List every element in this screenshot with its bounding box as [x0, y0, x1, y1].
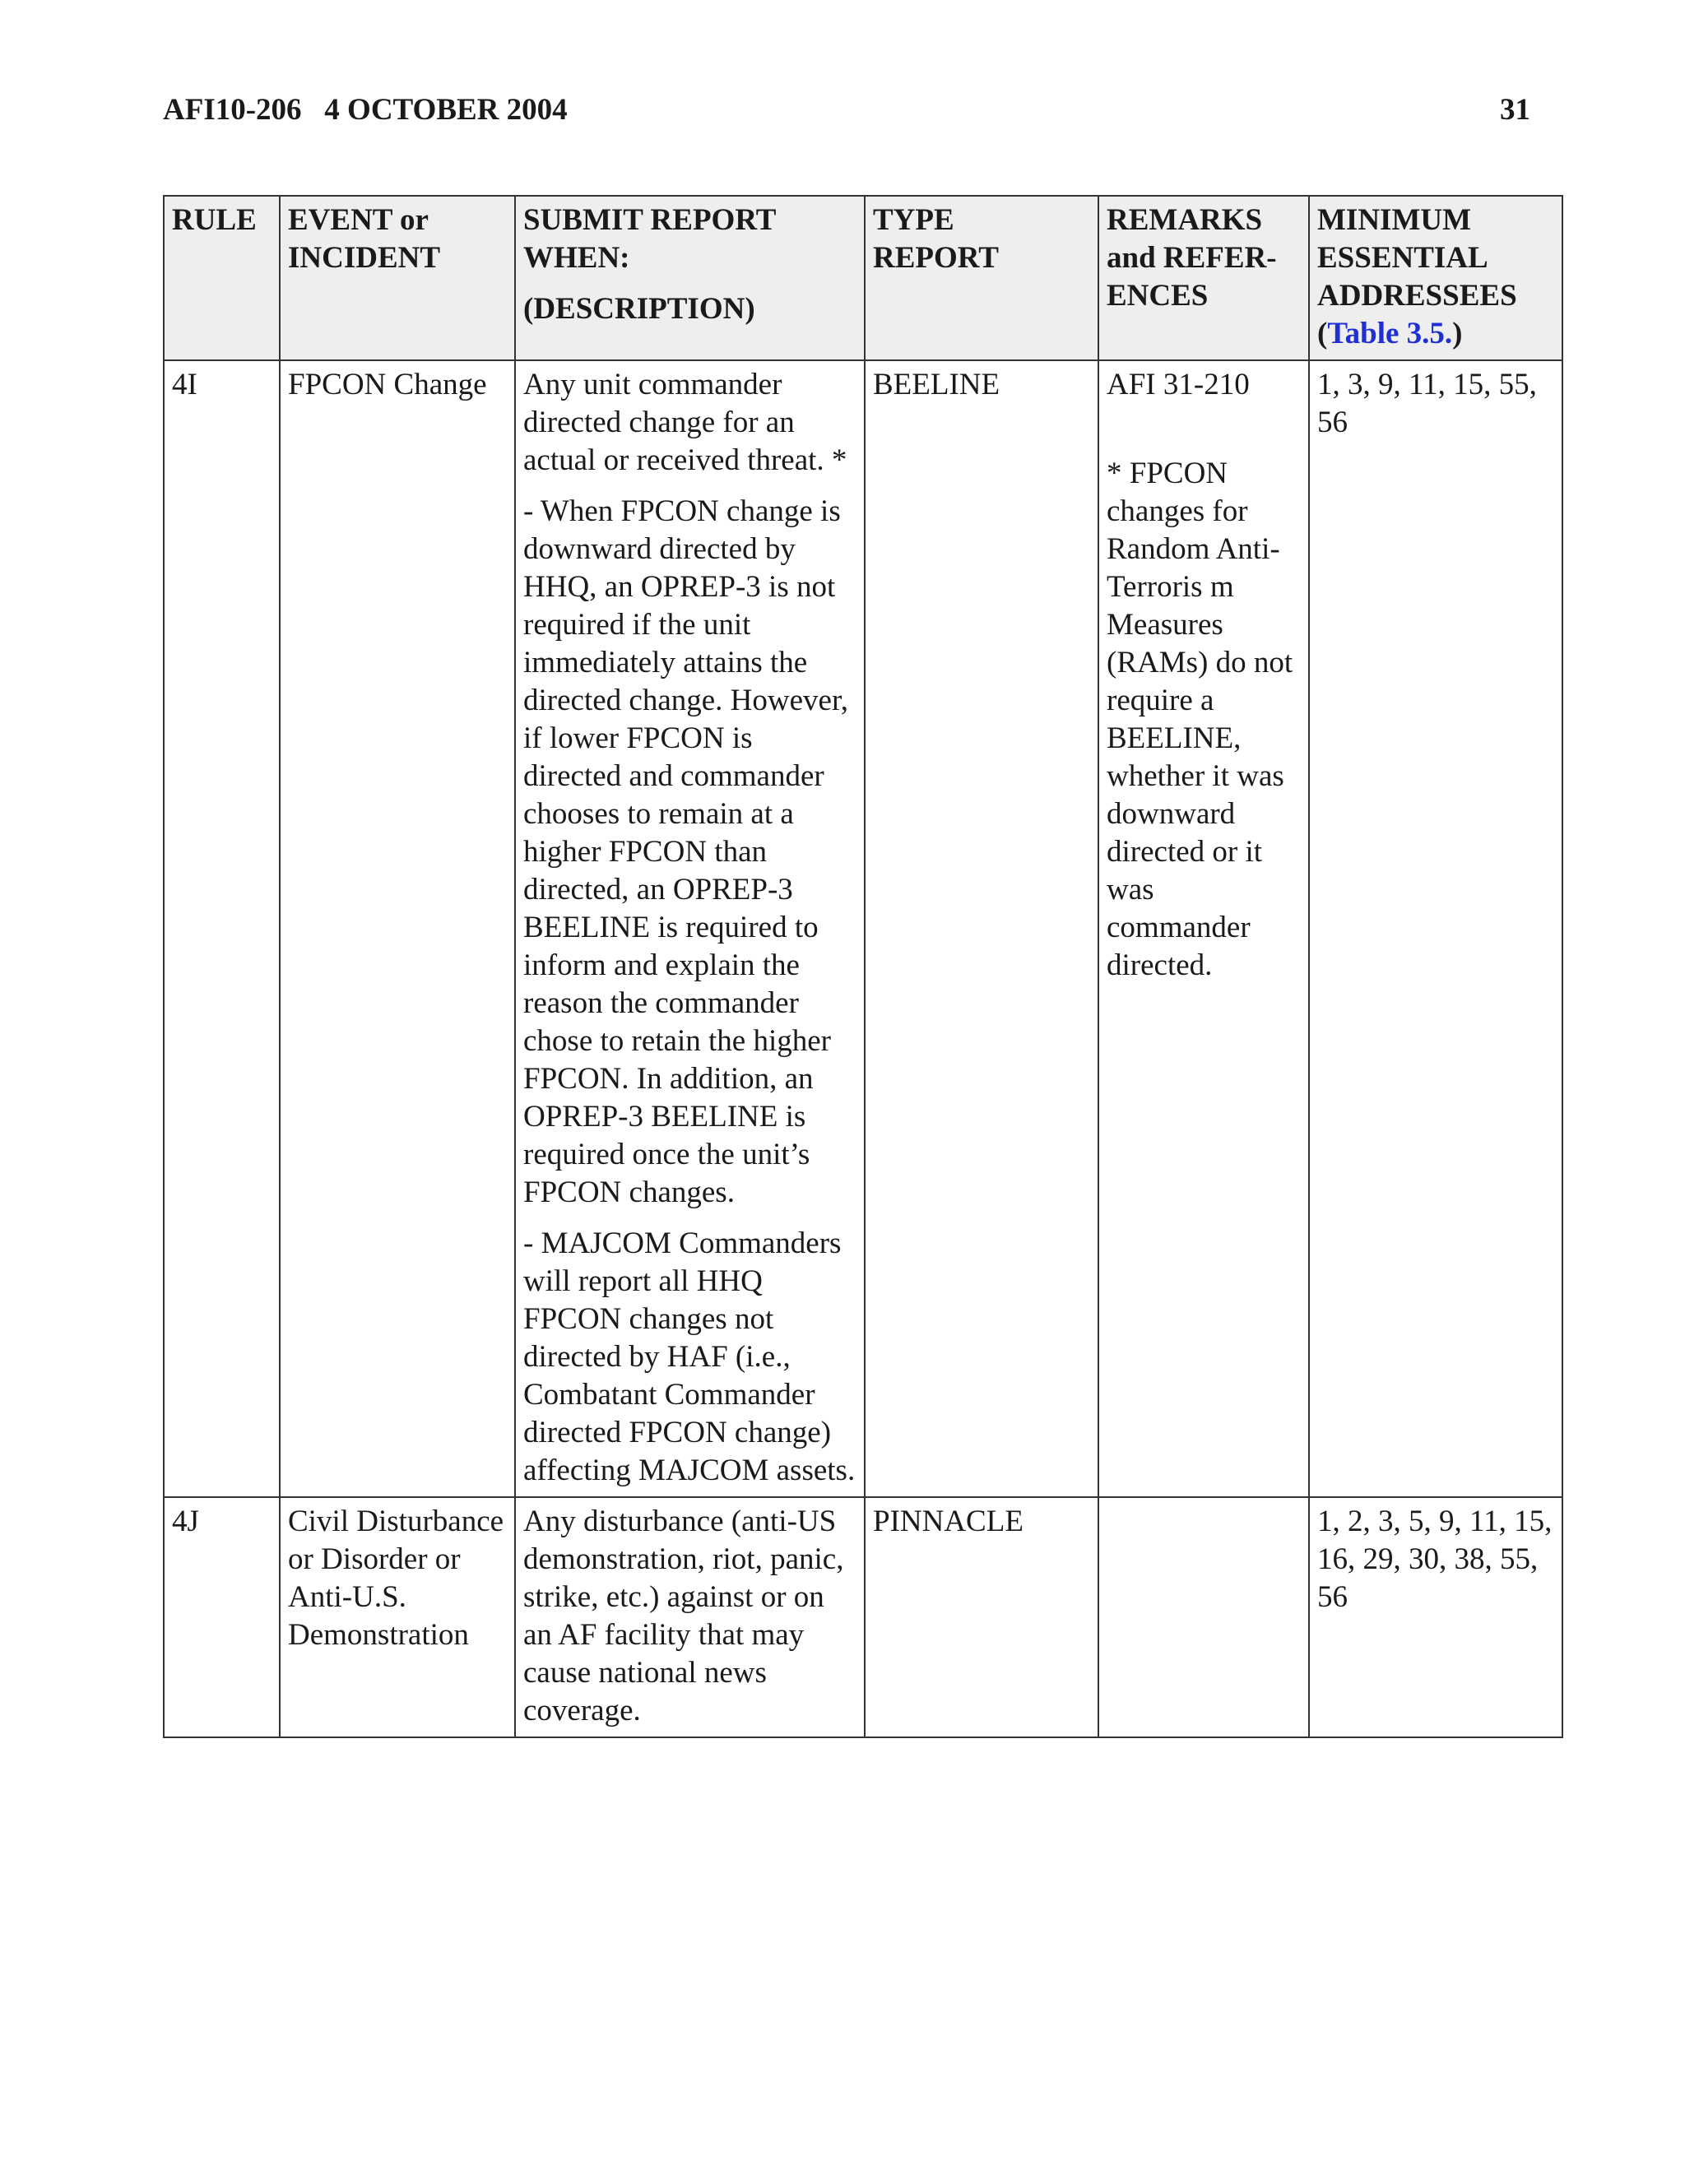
column-header-type-report: TYPE REPORT — [865, 196, 1098, 360]
description-cell — [515, 1497, 865, 1737]
description-paragraph: - MAJCOM Commanders will report all HHQ FPCON changes not directed by HAF (i.e., Combatant Commander directed FPCON change) affecting MAJCOM assets. — [523, 1226, 856, 1487]
table-row — [164, 360, 1562, 1497]
type-report-cell: BEELINE — [865, 360, 1098, 1497]
description-paragraph: Any unit commander directed change for an actual or received threat. * — [523, 368, 847, 477]
remarks-reference: AFI 31-210 — [1107, 368, 1250, 401]
report-table — [163, 195, 1563, 1738]
page-header — [163, 92, 1530, 133]
description-cell — [515, 360, 865, 1497]
column-header-event: EVENT or INCIDENT — [280, 196, 515, 360]
event-cell: FPCON Change — [280, 360, 515, 1497]
remarks-cell — [1098, 360, 1309, 1497]
rule-cell: 4J — [164, 1497, 280, 1737]
column-header-addressees: MINIMUM ESSENTIAL ADDRESSEES (Table 3.5.) — [1309, 196, 1562, 360]
column-header-submit-report: SUBMIT REPORT WHEN: (DESCRIPTION) — [515, 196, 865, 360]
remarks-note: * FPCON changes for Random Anti-Terroris m Measures (RAMs) do not require a BEELINE, whether it was downward directed or it was commander directed. — [1107, 457, 1293, 982]
remarks-cell — [1098, 1497, 1309, 1737]
table-3-5-link[interactable]: Table 3.5. — [1327, 317, 1453, 350]
page-number: 31 — [1500, 93, 1530, 127]
column-header-rule: RULE — [164, 196, 280, 360]
event-cell: Civil Disturbance or Disorder or Anti-U.S. Demonstration — [280, 1497, 515, 1737]
table-header-row — [164, 196, 1562, 360]
rule-cell: 4I — [164, 360, 280, 1497]
table-row — [164, 1497, 1562, 1737]
type-report-cell: PINNACLE — [865, 1497, 1098, 1737]
column-header-remarks: REMARKS and REFER- ENCES — [1098, 196, 1309, 360]
description-paragraph: Any disturbance (anti-US demonstration, riot, panic, strike, etc.) against or on an AF facility that may cause national news coverage. — [523, 1505, 844, 1727]
addressees-cell: 1, 2, 3, 5, 9, 11, 15, 16, 29, 30, 38, 55, 56 — [1309, 1497, 1562, 1737]
addressees-cell: 1, 3, 9, 11, 15, 55, 56 — [1309, 360, 1562, 1497]
description-paragraph: - When FPCON change is downward directed by HHQ, an OPREP-3 is not required if the unit immediately attains the directed change. However, if lower FPCON is directed and commander chooses to remain at a higher FPCON than directed, an OPREP-3 BEELINE is required to inform and explain the reason the commander chose to retain the higher FPCON. In addition, an OPREP-3 BEELINE is required once the unit’s FPCON changes. — [523, 494, 849, 1209]
document-id: AFI10-206 4 OCTOBER 2004 — [163, 93, 568, 127]
